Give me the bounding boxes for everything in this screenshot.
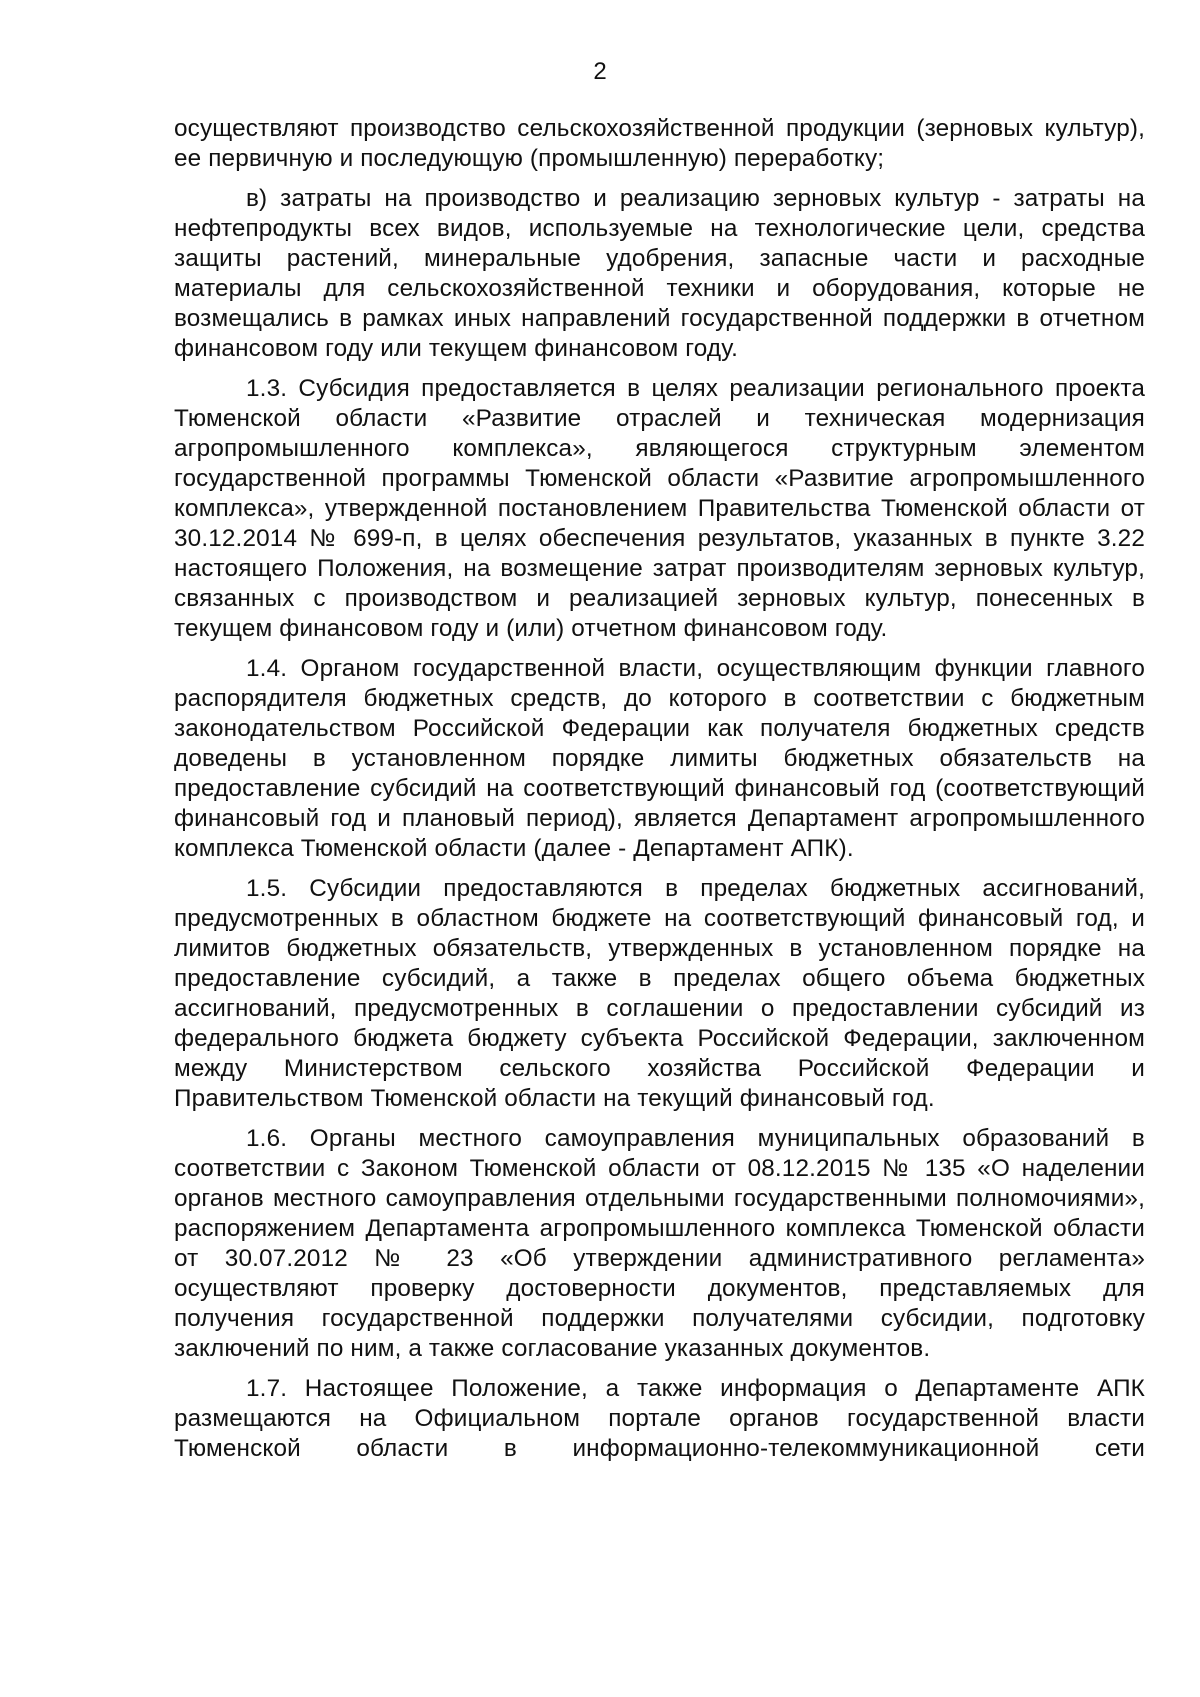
paragraph-1-4: 1.4. Органом государственной власти, осуществляющим функции главного распорядителя бюджетных средств, до которого в соответствии с бюджетным законодательством Российской Федерации как получателя бюджетных средств доведены в установленном порядке лимиты бюджетных обязательств на предоставление субсидий на соответствующий финансовый год (соответствующий финансовый год и плановый период), является Департамент агропромышленного комплекса Тюменской области (далее - Департамент АПК). bbox=[174, 655, 1145, 862]
paragraph-1-3: 1.3. Субсидия предоставляется в целях реализации регионального проекта Тюменской области «Развитие отраслей и техническая модернизация агропромышленного комплекса», являющегося структурным элементом государственной программы Тюменской области «Развитие агропромышленного комплекса», утвержденной постановлением Правительства Тюменской области от 30.12.2014 № 699-п, в целях обеспечения результатов, указанных в пункте 3.22 настоящего Положения, на возмещение затрат производителям зерновых культур, связанных с производством и реализацией зерновых культур, понесенных в текущем финансовом году и (или) отчетном финансовом году. bbox=[174, 375, 1145, 642]
paragraph-1-5: 1.5. Субсидии предоставляются в пределах бюджетных ассигнований, предусмотренных в областном бюджете на соответствующий финансовый год, и лимитов бюджетных обязательств, утвержденных в установленном порядке на предоставление субсидий, а также в пределах общего объема бюджетных ассигнований, предусмотренных в соглашении о предоставлении субсидий из федерального бюджета бюджету субъекта Российской Федерации, заключенном между Министерством сельского хозяйства Российской Федерации и Правительством Тюменской области на текущий финансовый год. bbox=[174, 875, 1145, 1112]
paragraph-1-7: 1.7. Настоящее Положение, а также информация о Департаменте АПК размещаются на Официальном портале органов государственной власти Тюменской области в информационно-телекоммуникационной сети bbox=[174, 1375, 1145, 1462]
page-number: 2 bbox=[593, 58, 607, 85]
paragraph-item-v: в) затраты на производство и реализацию зерновых культур - затраты на нефтепродукты всех видов, используемые на технологические цели, средства защиты растений, минеральные удобрения, запасные части и расходные материалы для сельскохозяйственной техники и оборудования, которые не возмещались в рамках иных направлений государственной поддержки в отчетном финансовом году или текущем финансовом году. bbox=[174, 185, 1145, 362]
document-body bbox=[174, 114, 1145, 1464]
paragraph-1-6: 1.6. Органы местного самоуправления муниципальных образований в соответствии с Законом Тюменской области от 08.12.2015 № 135 «О наделении органов местного самоуправления отдельными государственными полномочиями», распоряжением Департамента агропромышленного комплекса Тюменской области от 30.07.2012 № 23 «Об утверждении административного регламента» осуществляют проверку достоверности документов, представляемых для получения государственной поддержки получателями субсидии, подготовку заключений по ним, а также согласование указанных документов. bbox=[174, 1125, 1145, 1362]
paragraph-continuation: осуществляют производство сельскохозяйственной продукции (зерновых культур), ее первичную и последующую (промышленную) переработку; bbox=[174, 115, 1145, 172]
